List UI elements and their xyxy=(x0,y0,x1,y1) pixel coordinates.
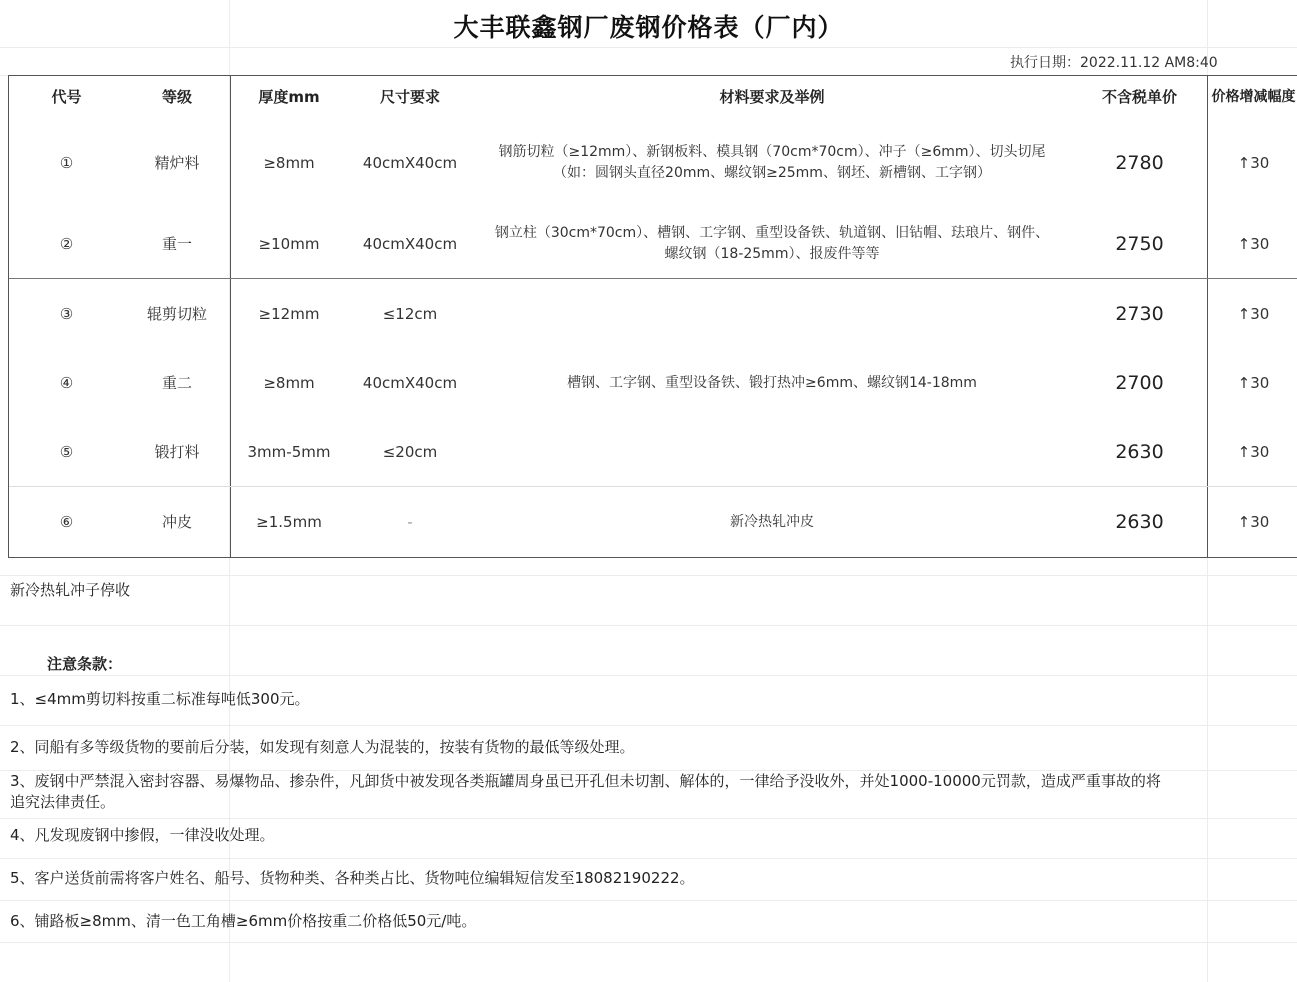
row-thickness: ≥8mm xyxy=(263,153,315,172)
row-material xyxy=(472,294,1072,334)
row-thickness: ≥8mm xyxy=(263,373,315,392)
note-item: 3、废钢中严禁混入密封容器、易爆物品、掺杂件，凡卸货中被发现各类瓶罐周身虽已开孔但未切割、解体的，一律给予没收外，并处1000-10000元罚款，造成严重事故的将 追究法律责任。 xyxy=(10,772,1161,811)
row-material: 槽钢、工字钢、重型设备铁、锻打热冲≥6mm、螺纹钢14-18mm xyxy=(567,374,977,391)
row-change: ↑30 xyxy=(1237,442,1270,461)
stop-notice: 新冷热轧冲子停收 xyxy=(10,581,131,599)
row-grade: 精炉料 xyxy=(154,153,200,172)
header-change: 价格增减幅度 xyxy=(1211,89,1296,105)
row-price: 2730 xyxy=(1115,302,1164,325)
row-size: - xyxy=(407,512,413,531)
row-change: ↑30 xyxy=(1237,234,1270,253)
note-item: 5、客户送货前需将客户姓名、船号、货物种类、各种类占比、货物吨位编辑短信发至18082190222。 xyxy=(10,869,695,887)
row-grade: 锻打料 xyxy=(154,442,200,461)
row-grade: 辊剪切粒 xyxy=(146,304,207,323)
row-size: 40cmX40cm xyxy=(362,373,458,392)
row-material: 钢立柱（30cm*70cm）、槽钢、工字钢、重型设备铁、轨道钢、旧钻帽、珐琅片、钢件、 螺纹钢（18-25mm）、报废件等等 xyxy=(494,225,1050,262)
header-material: 材料要求及举例 xyxy=(719,87,825,106)
page-title: 大丰联鑫钢厂废钢价格表（厂内） xyxy=(453,13,844,42)
row-size: ≤12cm xyxy=(382,304,438,323)
row-thickness: ≥1.5mm xyxy=(256,512,322,531)
row-price: 2750 xyxy=(1115,232,1164,255)
row-material: 新冷热轧冲皮 xyxy=(730,513,814,530)
header-size: 尺寸要求 xyxy=(379,87,440,106)
row-price: 2630 xyxy=(1115,440,1164,463)
row-thickness: ≥10mm xyxy=(258,234,320,253)
row-code: ⑤ xyxy=(59,442,74,461)
row-code: ⑥ xyxy=(59,512,74,531)
row-thickness: 3mm-5mm xyxy=(247,442,331,461)
note-item: 6、铺路板≥8mm、清一色工角槽≥6mm价格按重二价格低50元/吨。 xyxy=(10,912,477,930)
row-price: 2700 xyxy=(1115,371,1164,394)
row-material: 钢筋切粒（≥12mm）、新钢板料、模具钢（70cm*70cm）、冲子（≥6mm）、切头切尾 （如：圆钢头直径20mm、螺纹钢≥25mm、钢坯、新槽钢、工字钢） xyxy=(498,144,1046,181)
row-size: 40cmX40cm xyxy=(362,234,458,253)
row-grade: 重二 xyxy=(161,373,192,392)
row-code: ③ xyxy=(59,304,74,323)
header-price: 不含税单价 xyxy=(1101,87,1177,106)
note-item: 2、同船有多等级货物的要前后分装，如发现有刻意人为混装的，按装有货物的最低等级处理。 xyxy=(10,738,635,756)
row-code: ② xyxy=(59,234,74,253)
row-material xyxy=(472,432,1072,472)
row-size: 40cmX40cm xyxy=(362,153,458,172)
row-grade: 重一 xyxy=(161,234,192,253)
row-size: ≤20cm xyxy=(382,442,438,461)
note-item: 1、≤4mm剪切料按重二标准每吨低300元。 xyxy=(10,690,310,708)
header-thickness: 厚度mm xyxy=(258,87,320,106)
row-code: ④ xyxy=(59,373,74,392)
row-price: 2630 xyxy=(1115,510,1164,533)
row-price: 2780 xyxy=(1115,151,1164,174)
notes-title: 注意条款： xyxy=(47,655,123,673)
row-change: ↑30 xyxy=(1237,153,1270,172)
price-table xyxy=(8,75,1297,558)
row-code: ① xyxy=(59,153,74,172)
row-change: ↑30 xyxy=(1237,373,1270,392)
row-thickness: ≥12mm xyxy=(258,304,320,323)
header-grade: 等级 xyxy=(161,87,192,106)
row-change: ↑30 xyxy=(1237,512,1270,531)
header-code: 代号 xyxy=(51,87,82,106)
row-change: ↑30 xyxy=(1237,304,1270,323)
row-grade: 冲皮 xyxy=(161,512,192,531)
exec-date: 执行日期：2022.11.12 AM8:40 xyxy=(1010,55,1218,71)
note-item: 4、凡发现废钢中掺假，一律没收处理。 xyxy=(10,826,275,844)
